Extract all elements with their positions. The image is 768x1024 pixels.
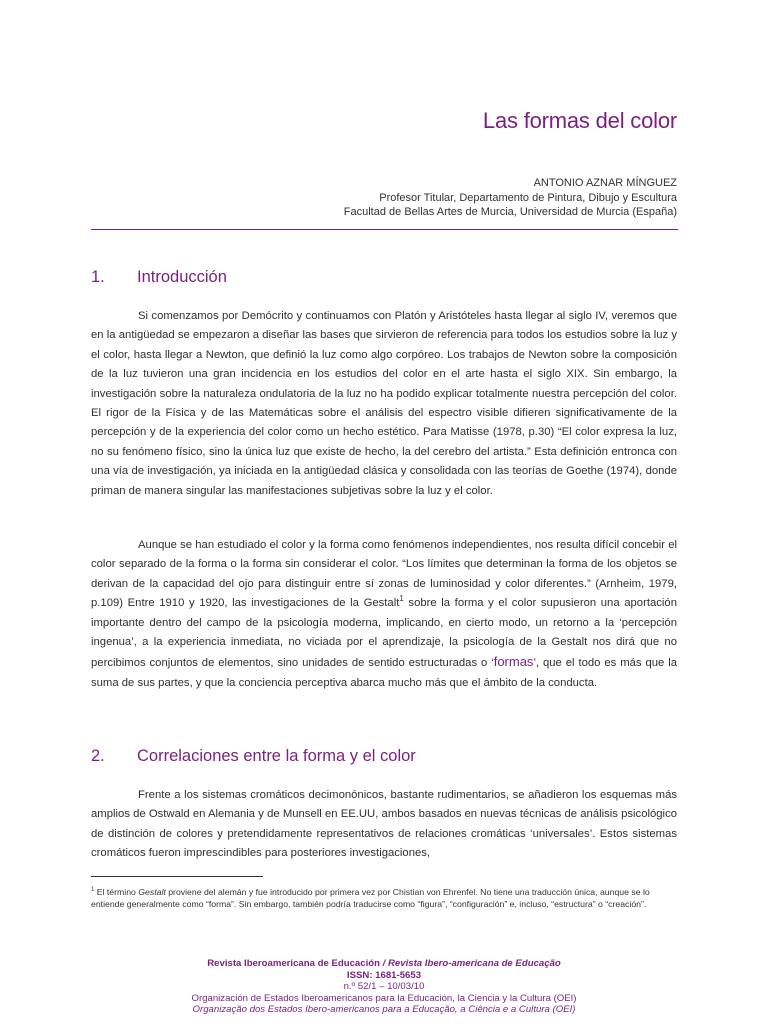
journal-name-pt: / Revista Ibero-americana de Educação bbox=[380, 958, 561, 969]
footnote-text: proviene del alemán y fue introducido por primera vez por Chistian von Ehrenfel. No tiene una traducción única, aunque se lo entiende generalmente como “forma”. Sin embargo, también podría traducirse como “figura”, “configuración” e, incluso, “estructura” o “creación”. bbox=[91, 887, 650, 910]
footnote bbox=[91, 886, 679, 910]
section-heading bbox=[91, 268, 227, 287]
footnote-marker: 1 bbox=[91, 887, 95, 894]
affiliation-line: Profesor Titular, Departamento de Pintura, Dibujo y Escultura bbox=[379, 191, 677, 204]
footnote-reference[interactable]: 1 bbox=[399, 594, 404, 604]
organization-pt: Organização dos Estados Ibero-americanos para a Educação, a Ciência e a Cultura (OEI) bbox=[192, 1004, 576, 1016]
body-paragraph bbox=[91, 536, 677, 693]
section-heading bbox=[91, 747, 416, 766]
affiliation-line: Facultad de Bellas Artes de Murcia, Universidad de Murcia (España) bbox=[343, 206, 677, 218]
footer-journal-line bbox=[0, 958, 768, 970]
highlighted-term: formas bbox=[493, 654, 534, 670]
footnote-text: El término bbox=[94, 887, 139, 897]
issue-number: n.º 52/1 – 10/03/10 bbox=[343, 981, 425, 993]
article-title: Las formas del color bbox=[482, 108, 677, 133]
paragraph-text: Aunque se han estudiado el color y la forma como fenómenos independientes, nos resulta difícil concebir el color separado de la forma o la forma sin considerar el color. “Los límites que determinan la forma de los objetos se derivan de la capacidad del ojo para distinguir entre sí zonas de luminosidad y color diferentes.” (Arnheim, 1979, p.109) Entre 1910 y 1920, las investigaciones de la Gestalt bbox=[91, 539, 677, 610]
page-footer bbox=[0, 958, 768, 1016]
journal-name: Revista Iberoamericana de Educación bbox=[207, 958, 380, 969]
footnote-divider bbox=[91, 876, 263, 877]
issn: ISSN: 1681-5653 bbox=[346, 969, 422, 981]
title-divider bbox=[91, 229, 678, 230]
organization-es: Organización de Estados Iberoamericanos para la Educación, la Ciencia y la Cultura (OEI) bbox=[191, 992, 577, 1004]
author-block bbox=[344, 176, 677, 220]
paragraph-text: ’, que el todo es más que la suma de sus partes, y que la conciencia perceptiva abarca mucho más que el ámbito de la conducta. bbox=[91, 657, 677, 689]
section-number: 1. bbox=[91, 268, 105, 286]
body-paragraph: Frente a los sistemas cromáticos decimonónicos, bastante rudimentarios, se añadieron los esquemas más amplios de Ostwald en Alemania y de Munsell en EE.UU, ambos basados en nuevas técnicas de análisis psicológico de distinción de colores y pretendidamente representativos de relaciones cromáticas ‘universales’. Estos sistemas cromáticos fueron imprescindibles para posteriores investigaciones, bbox=[91, 789, 677, 860]
body-paragraph: Si comenzamos por Demócrito y continuamos con Platón y Aristóteles hasta llegar al siglo IV, veremos que en la antigüedad se empezaron a diseñar las bases que sirvieron de referencia para todos los estudios sobre la luz y el color, hasta llegar a Newton, que definió la luz como algo corpóreo. Los trabajos de Newton sobre la composición de la luz tuvieron una gran incidencia en los estudios del color en el arte hasta el siglo XIX. Sin embargo, la investigación sobre la naturaleza ondulatoria de la luz no ha podido explicar totalmente nuestra percepción del color. El rigor de la Física y de las Matemáticas sobre el análisis del espectro visible difieren significativamente de la percepción y de la experiencia del color como un hecho estético. Para Matisse (1978, p.30) “El color expresa la luz, no su fenómeno físico, sino la única luz que existe de hecho, la del cerebro del artista.” Esta definición entronca con una vía de investigación, ya iniciada en la antigüedad clásica y consolidada con las teorías de Goethe (1974), donde priman de manera singular las manifestaciones subjetivas sobre la luz y el color. bbox=[91, 310, 677, 497]
author-name: ANTONIO AZNAR MÍNGUEZ bbox=[533, 177, 677, 189]
section-number: 2. bbox=[91, 747, 105, 765]
section-title: Introducción bbox=[137, 268, 227, 286]
footnote-italic-term: Gestalt bbox=[138, 887, 166, 897]
section-title: Correlaciones entre la forma y el color bbox=[137, 747, 416, 765]
paragraph-text: sobre la forma y el color supusieron una aportación importante dentro del campo de la psicología moderna, implicando, en cierto modo, un retorno a la ‘percepción ingenua’, a la experiencia inmediata, no viciada por el aprendizaje, la psicología de la Gestalt nos dirá que no percibimos conjuntos de elementos, sino unidades de sentido estructuradas o ‘ bbox=[91, 597, 677, 670]
